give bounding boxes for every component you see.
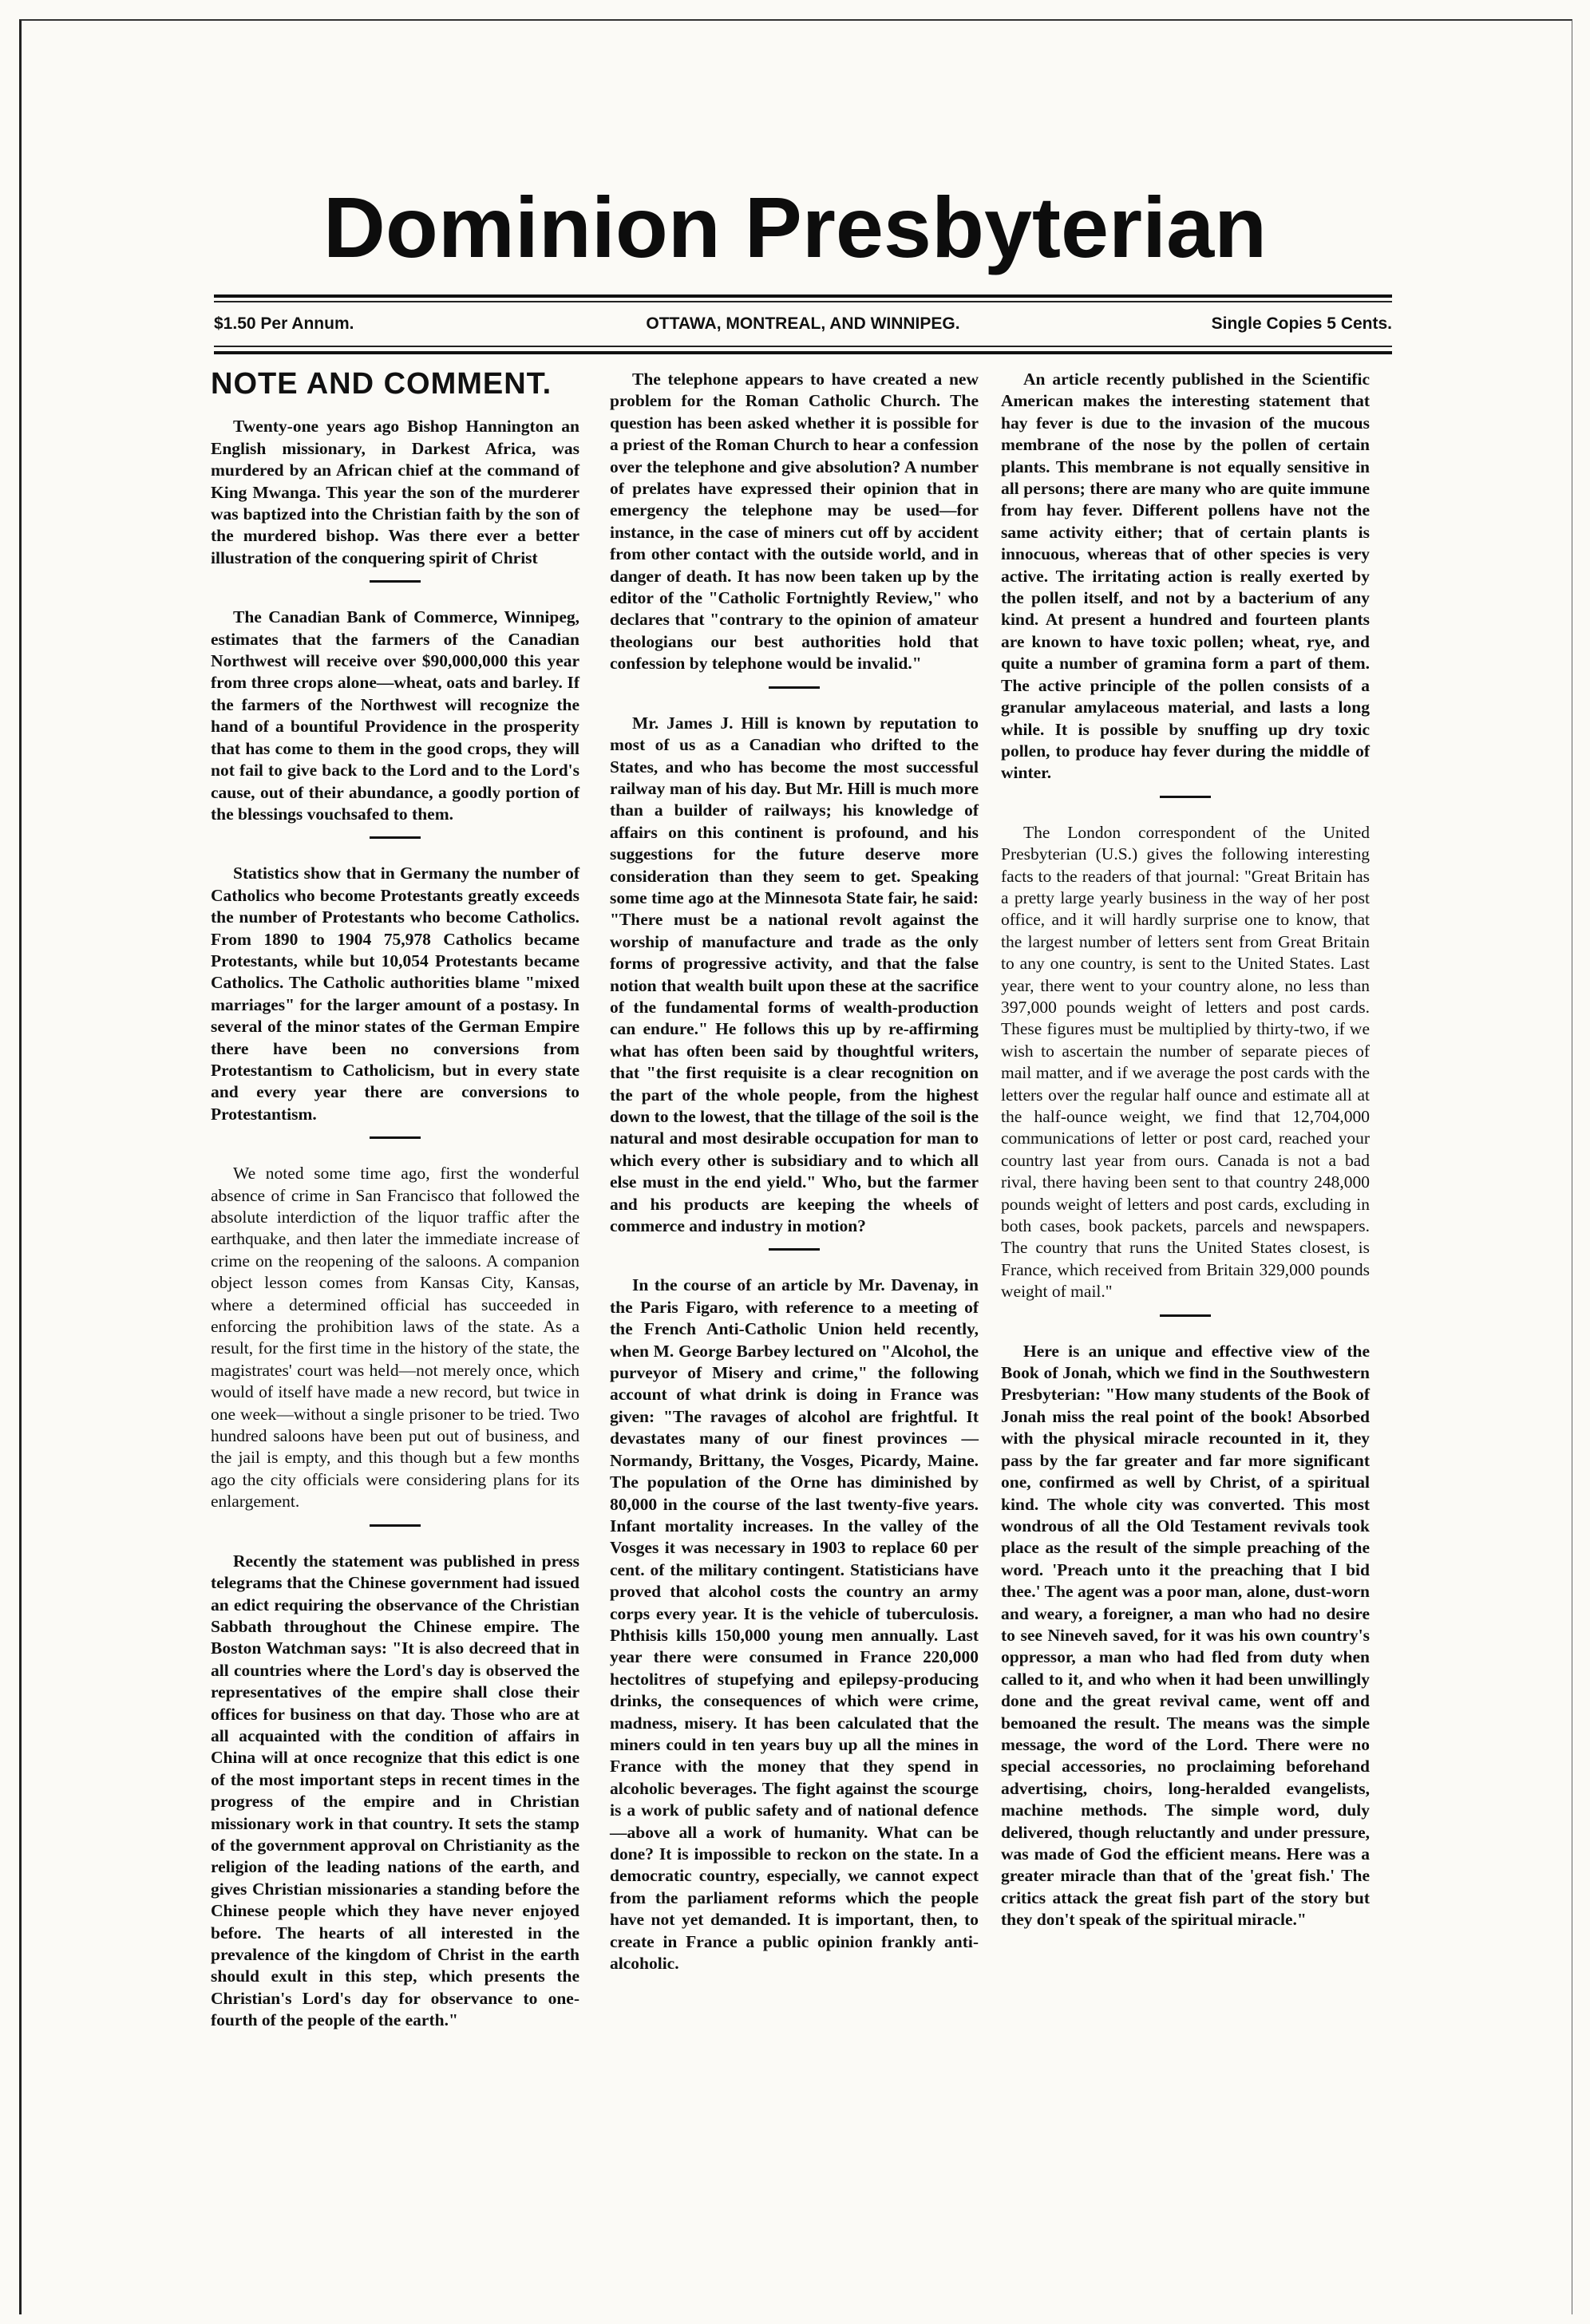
article-paragraph: The telephone appears to have created a new problem for the Roman Catholic Church. The question has been asked whether it is possible for a priest of the Roman Church to hear a confession over the telephone and give absolution? A number of prelates have expressed their opinion that in emergency the telephone may be used—for instance, in the case of miners cut off by accident from other contact with the outside world, and in danger of death. It has now been taken up by the editor of the "Catholic Fortnightly Review," who declares that "contrary to the opinion of amateur theologians our best authorities hold that confession by telephone would be invalid." xyxy=(610,370,979,674)
column-2-body xyxy=(610,369,979,1974)
article-separator xyxy=(769,1248,820,1251)
publication-cities: OTTAWA, MONTREAL, AND WINNIPEG. xyxy=(646,314,960,333)
single-copy-price: Single Copies 5 Cents. xyxy=(1211,314,1392,333)
column-1 xyxy=(211,369,579,2032)
article-paragraph: Statistics show that in Germany the number of Catholics who become Protestants greatly exceeds the number of Protestants who become Catholics. From 1890 to 1904 75,978 Catholics became Protestants, while but 10,054 Protestants became Catholics. The Catholic authorities blame "mixed marriages" for the larger amount of a postasy. In several of the minor states of the German Empire there have been no conversions from Protestantism to Catholicism, but in every state and every year there are conversions to Protestantism. xyxy=(211,864,579,1124)
article-separator xyxy=(1160,1314,1211,1317)
article-paragraph: The London correspondent of the United Presbyterian (U.S.) gives the following interesting facts to the readers of that journal: "Great Britain has a pretty large yearly business in the way of her post office, and it will hardly surprise one to know, that the largest number of letters sent from Great Britain to any one country, is sent to the United States. Last year, there went to your country alone, no less than 397,000 pounds weight of letters and post cards. These figures must be multiplied by thirty-two, if we wish to ascertain the number of separate pieces of mail matter, and if we average the post cards with the letters over the regular half ounce and estimate all at the half-ounce weight, we find that 12,704,000 communications of letter or post card, reached your country last year from ours. Canada is not a bad rival, there having been sent to that country 248,000 pounds weight of letters and post cards, excluding in both cases, book packets, parcels and newspapers. The country that runs the United States closest, is France, which received from Britain 329,000 pounds weight of mail." xyxy=(1001,822,1370,1302)
subscription-price: $1.50 Per Annum. xyxy=(214,314,354,333)
column-3 xyxy=(1001,369,1370,1931)
article-paragraph: We noted some time ago, first the wonderful absence of crime in San Francisco that followed the absolute interdiction of the liquor traffic after the earthquake, and then later the immediate increase of crime on the reopening of the saloons. A companion object lesson comes from Kansas City, Kansas, where a determined official has succeeded in enforcing the prohibition laws of the state. As a result, for the first time in the history of the state, the magistrates' court was held—not merely once, which would of itself have made a new record, but twice in one week—without a single prisoner to be tried. Two hundred saloons have been put out of business, and the jail is empty, and this though but a few months ago the city officials were considering plans for its enlargement. xyxy=(211,1164,579,1512)
masthead-subhead xyxy=(214,308,1392,340)
article-separator xyxy=(370,1524,421,1527)
article-separator xyxy=(370,1136,421,1139)
masthead-title: Dominion Presbyterian xyxy=(322,179,1268,275)
article-paragraph: An article recently published in the Scientific American makes the interesting statement that hay fever is due to the invasion of the mucous membrane of the nose by the pollen of certain plants. This membrane is not equally sensitive in all persons; there are many who are quite immune from hay fever. Different pollens have not the same activity either; that of certain plants is innocuous, whereas that of other species is very active. The irritating action is really exerted by the pollen itself, and not by a bacterium of any kind. At present a hundred and fourteen plants are known to have toxic pollen; wheat, rye, and quite a number of gramina form a part of them. The active principle of the pollen consists of a granular amylaceous material, and lasts a long while. It is possible by snuffing up dry toxic pollen, to produce hay fever during the middle of winter. xyxy=(1001,370,1370,783)
masthead-rule xyxy=(214,294,1392,298)
article-paragraph: In the course of an article by Mr. Davenay, in the Paris Figaro, with reference to a meeting of the French Anti-Catholic Union held recently, when M. George Barbey lectured on "Alcohol, the purveyor of Misery and crime," the following account of what drink is doing in France was given: "The ravages of alcohol are frightful. It devastates many of our finest provinces — Normandy, Brittany, the Vosges, Picardy, Maine. The population of the Orne has diminished by 80,000 in the course of the last twenty-five years. Infant mortality increases. In the valley of the Vosges it was necessary in 1903 to replace 60 per cent. of the military contingent. Statisticians have proved that alcohol costs the country an army corps every year. It is the vehicle of tuberculosis. Phthisis kills 150,000 young men annually. Last year there were consumed in France 220,000 hectolitres of stupefying and epilepsy-producing drinks, the consequences of which were crime, madness, misery. It has been calculated that the miners could in ten years buy up all the mines in France with the money that they spend in alcoholic beverages. The fight against the scourge is a work of public safety and of national defence—above all a work of humanity. What can be done? It is impossible to reckon on the state. In a democratic country, especially, we cannot expect from the parliament reforms which the people have not yet demanded. It is important, then, to create in France a public opinion frankly anti-alcoholic. xyxy=(610,1275,979,1974)
column-2 xyxy=(610,369,979,1974)
article-separator xyxy=(370,580,421,583)
masthead-rule xyxy=(214,346,1392,347)
masthead-rule xyxy=(214,301,1392,302)
masthead-rule xyxy=(214,351,1392,354)
article-paragraph: Twenty-one years ago Bishop Hannington an English missionary, in Darkest Africa, was murdered by an African chief at the command of King Mwanga. This year the son of the murderer was baptized into the Christian faith by the son of the murdered bishop. Was there ever a better illustration of the conquering spirit of Christ xyxy=(211,417,579,567)
article-separator xyxy=(1160,796,1211,798)
column-3-body xyxy=(1001,369,1370,1931)
article-paragraph: The Canadian Bank of Commerce, Winnipeg, estimates that the farmers of the Canadian Northwest will receive over $90,000,000 this year from three crops alone—wheat, oats and barley. If the farmers of the Northwest will recognize the hand of a bountiful Providence in the prosperity that has come to them in the good crops, they will not fail to give back to the Lord and to the Lord's cause, out of their abundance, a goodly portion of the blessings vouchsafed to them. xyxy=(211,607,579,824)
article-paragraph: Here is an unique and effective view of the Book of Jonah, which we find in the Southwestern Presbyterian: "How many students of the Book of Jonah miss the real point of the book! Absorbed with the physical miracle recounted in it, they pass by the far greater and far more significant one, confirmed as well by Christ, of a spiritual kind. The whole city was converted. This most wondrous of all the Old Testament revivals took place as the result of the simple preaching of the word. 'Preach unto it the preaching that I bid thee.' The agent was a poor man, alone, dust-worn and weary, a foreigner, a man who had no desire to see Nineveh saved, for it was his own country's oppressor, a man who had fled from duty when called to it, and who when it had been unwillingly done and the great revival came, went off and bemoaned the result. The means was the simple message, the word of the Lord. There were no special accessories, no proclaiming beforehand advertising, choirs, long-heralded evangelists, machine methods. The simple word, duly delivered, though reluctantly and under pressure, was made of God the efficient means. Here was a greater miracle than that of the 'great fish.' The critics attack the great fish part of the story but they don't speak of the spiritual miracle." xyxy=(1001,1341,1370,1930)
article-paragraph: Mr. James J. Hill is known by reputation to most of us as a Canadian who drifted to the States, and who has become the most successful railway man of his day. But Mr. Hill is much more than a builder of railways; his knowledge of affairs on this continent is profound, and his suggestions for the future deserve more consideration than they seem to get. Speaking some time ago at the Minnesota State fair, he said: "There must be a national revolt against the worship of manufacture and trade as the only forms of progressive activity, and that the false notion that wealth built upon these at the sacrifice of the fundamental forms of wealth-production can endure." He follows this up by re-affirming what has often been said by thoughtful writers, that "the first requisite is a clear recognition on the part of the whole people, from the highest down to the lowest, that the tillage of the soil is the natural and most desirable occupation for man to which every other is subsidiary and to which all else must in the end yield." Who, but the farmer and his products are keeping the wheels of commerce and industry in motion? xyxy=(610,713,979,1236)
article-paragraph: Recently the statement was published in press telegrams that the Chinese government had issued an edict requiring the observance of the Christian Sabbath throughout the Chinese empire. The Boston Watchman says: "It is also decreed that in all countries where the Lord's day is observed the representatives of the empire shall close their offices for business on that day. Those who are at all acquainted with the condition of affairs in China will at once recognize that this edict is one of the most important steps in recent times in the progress of the empire and in Christian missionary work in that country. It sets the stamp of the government approval on Christianity as the religion of the leading nations of the earth, and gives Christian missionaries a standing before the Chinese people which they have never enjoyed before. The hearts of all interested in the prevalence of the kingdom of Christ in the earth should exult in this step, which presents the Christian's Lord's day for observance to one-fourth of the people of the earth." xyxy=(211,1551,579,2030)
article-separator xyxy=(769,686,820,689)
column-1-body xyxy=(211,416,579,2031)
article-separator xyxy=(370,836,421,839)
section-title: NOTE AND COMMENT. xyxy=(211,367,552,401)
